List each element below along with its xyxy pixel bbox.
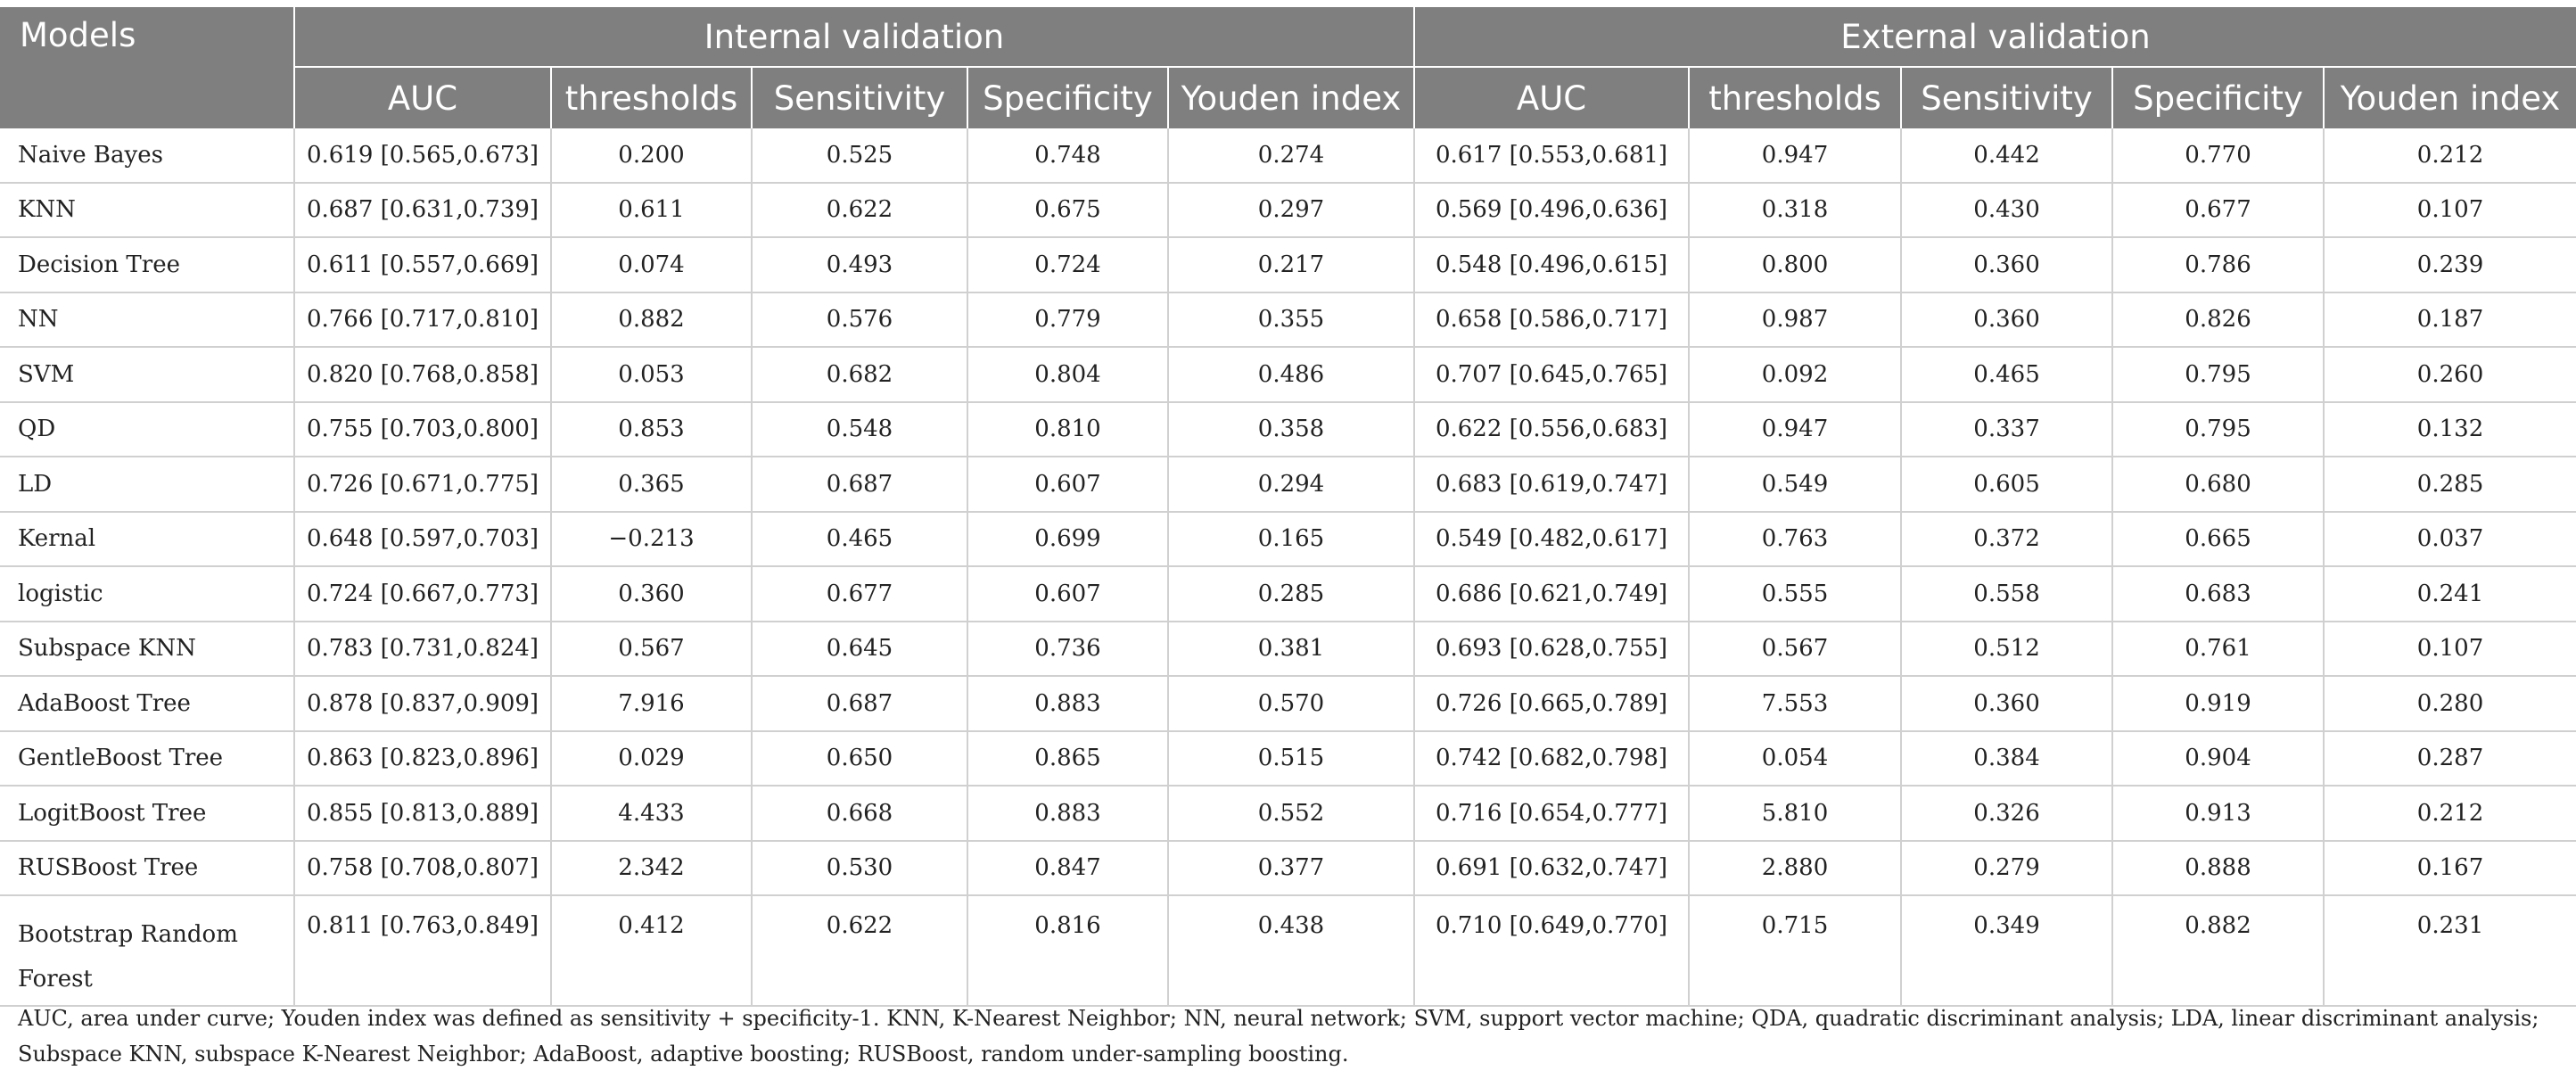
value-cell: 2.342 bbox=[551, 841, 752, 896]
value-cell: 0.054 bbox=[1689, 731, 1901, 787]
value-cell: 0.297 bbox=[1168, 183, 1414, 238]
table-header bbox=[0, 7, 2576, 128]
value-cell: 0.726 [0.671,0.775] bbox=[294, 457, 551, 512]
value-cell: 0.107 bbox=[2324, 622, 2576, 677]
value-cell: 0.360 bbox=[551, 566, 752, 622]
model-name-cell: AdaBoost Tree bbox=[0, 676, 294, 731]
value-cell: 0.279 bbox=[1901, 841, 2112, 896]
table-row bbox=[0, 512, 2576, 567]
value-cell: 0.358 bbox=[1168, 402, 1414, 457]
value-cell: 0.555 bbox=[1689, 566, 1901, 622]
header-internal-validation: Internal validation bbox=[294, 7, 1414, 67]
value-cell: 0.569 [0.496,0.636] bbox=[1414, 183, 1689, 238]
table-row bbox=[0, 292, 2576, 348]
table-footnote: AUC, area under curve; Youden index was defined as sensitivity + specificity-1. KNN, K-Nearest Neighbor; NN, neural network; SVM, support vector machine; QDA, quadratic discriminant analysis; LDA, linear discriminant analysis; Subspace KNN, subspace K-Nearest Neighbor; AdaBoost, adaptive boosting; RUSBoost, random under-sampling boosting. bbox=[18, 1006, 2539, 1067]
value-cell: 0.549 bbox=[1689, 457, 1901, 512]
value-cell: 0.855 [0.813,0.889] bbox=[294, 786, 551, 841]
header-external-sensitivity: Sensitivity bbox=[1901, 67, 2112, 128]
value-cell: 0.530 bbox=[752, 841, 967, 896]
value-cell: −0.213 bbox=[551, 512, 752, 567]
value-cell: 0.904 bbox=[2112, 731, 2324, 787]
value-cell: 0.567 bbox=[1689, 622, 1901, 677]
table-row bbox=[0, 457, 2576, 512]
header-models: Models bbox=[0, 7, 294, 128]
value-cell: 0.326 bbox=[1901, 786, 2112, 841]
value-cell: 0.132 bbox=[2324, 402, 2576, 457]
value-cell: 0.360 bbox=[1901, 292, 2112, 348]
value-cell: 0.355 bbox=[1168, 292, 1414, 348]
model-name-cell: Subspace KNN bbox=[0, 622, 294, 677]
value-cell: 7.916 bbox=[551, 676, 752, 731]
results-table bbox=[0, 7, 2576, 1007]
value-cell: 0.853 bbox=[551, 402, 752, 457]
value-cell: 0.607 bbox=[967, 566, 1168, 622]
value-cell: 0.786 bbox=[2112, 237, 2324, 292]
value-cell: 0.947 bbox=[1689, 128, 1901, 183]
model-name-cell: Decision Tree bbox=[0, 237, 294, 292]
value-cell: 0.549 [0.482,0.617] bbox=[1414, 512, 1689, 567]
value-cell: 0.318 bbox=[1689, 183, 1901, 238]
value-cell: 0.548 [0.496,0.615] bbox=[1414, 237, 1689, 292]
value-cell: 0.092 bbox=[1689, 347, 1901, 402]
model-name-cell: LogitBoost Tree bbox=[0, 786, 294, 841]
value-cell: 0.710 [0.649,0.770] bbox=[1414, 895, 1689, 1006]
table-row bbox=[0, 347, 2576, 402]
value-cell: 0.611 bbox=[551, 183, 752, 238]
value-cell: 0.766 [0.717,0.810] bbox=[294, 292, 551, 348]
header-external-validation: External validation bbox=[1414, 7, 2576, 67]
value-cell: 0.882 bbox=[2112, 895, 2324, 1006]
model-name-cell: Bootstrap Random Forest bbox=[0, 895, 294, 1006]
header-external-specificity: Specificity bbox=[2112, 67, 2324, 128]
value-cell: 0.605 bbox=[1901, 457, 2112, 512]
value-cell: 0.650 bbox=[752, 731, 967, 787]
value-cell: 0.668 bbox=[752, 786, 967, 841]
value-cell: 0.682 bbox=[752, 347, 967, 402]
value-cell: 0.337 bbox=[1901, 402, 2112, 457]
value-cell: 0.847 bbox=[967, 841, 1168, 896]
value-cell: 0.863 [0.823,0.896] bbox=[294, 731, 551, 787]
value-cell: 0.239 bbox=[2324, 237, 2576, 292]
value-cell: 0.372 bbox=[1901, 512, 2112, 567]
table-row bbox=[0, 128, 2576, 183]
value-cell: 0.558 bbox=[1901, 566, 2112, 622]
value-cell: 0.987 bbox=[1689, 292, 1901, 348]
value-cell: 0.231 bbox=[2324, 895, 2576, 1006]
header-internal-youden: Youden index bbox=[1168, 67, 1414, 128]
value-cell: 0.260 bbox=[2324, 347, 2576, 402]
value-cell: 0.029 bbox=[551, 731, 752, 787]
value-cell: 0.947 bbox=[1689, 402, 1901, 457]
value-cell: 0.570 bbox=[1168, 676, 1414, 731]
value-cell: 0.693 [0.628,0.755] bbox=[1414, 622, 1689, 677]
table-row bbox=[0, 402, 2576, 457]
value-cell: 0.883 bbox=[967, 786, 1168, 841]
table-row bbox=[0, 895, 2576, 1006]
value-cell: 0.687 bbox=[752, 457, 967, 512]
value-cell: 0.381 bbox=[1168, 622, 1414, 677]
value-cell: 0.687 bbox=[752, 676, 967, 731]
model-name-cell: GentleBoost Tree bbox=[0, 731, 294, 787]
value-cell: 0.687 [0.631,0.739] bbox=[294, 183, 551, 238]
value-cell: 0.167 bbox=[2324, 841, 2576, 896]
value-cell: 0.715 bbox=[1689, 895, 1901, 1006]
value-cell: 0.726 [0.665,0.789] bbox=[1414, 676, 1689, 731]
value-cell: 2.880 bbox=[1689, 841, 1901, 896]
value-cell: 0.804 bbox=[967, 347, 1168, 402]
value-cell: 0.683 [0.619,0.747] bbox=[1414, 457, 1689, 512]
value-cell: 0.187 bbox=[2324, 292, 2576, 348]
value-cell: 0.707 [0.645,0.765] bbox=[1414, 347, 1689, 402]
value-cell: 0.486 bbox=[1168, 347, 1414, 402]
table-row bbox=[0, 566, 2576, 622]
value-cell: 0.622 bbox=[752, 183, 967, 238]
value-cell: 0.779 bbox=[967, 292, 1168, 348]
value-cell: 0.648 [0.597,0.703] bbox=[294, 512, 551, 567]
value-cell: 0.611 [0.557,0.669] bbox=[294, 237, 551, 292]
value-cell: 0.658 [0.586,0.717] bbox=[1414, 292, 1689, 348]
value-cell: 0.412 bbox=[551, 895, 752, 1006]
value-cell: 0.888 bbox=[2112, 841, 2324, 896]
table-body bbox=[0, 128, 2576, 1006]
value-cell: 0.811 [0.763,0.849] bbox=[294, 895, 551, 1006]
table-row bbox=[0, 841, 2576, 896]
value-cell: 0.552 bbox=[1168, 786, 1414, 841]
value-cell: 5.810 bbox=[1689, 786, 1901, 841]
value-cell: 0.865 bbox=[967, 731, 1168, 787]
value-cell: 0.200 bbox=[551, 128, 752, 183]
table-row bbox=[0, 237, 2576, 292]
value-cell: 0.493 bbox=[752, 237, 967, 292]
value-cell: 0.442 bbox=[1901, 128, 2112, 183]
value-cell: 0.770 bbox=[2112, 128, 2324, 183]
table-row bbox=[0, 786, 2576, 841]
header-external-youden: Youden index bbox=[2324, 67, 2576, 128]
value-cell: 0.783 [0.731,0.824] bbox=[294, 622, 551, 677]
value-cell: 0.724 [0.667,0.773] bbox=[294, 566, 551, 622]
value-cell: 0.758 [0.708,0.807] bbox=[294, 841, 551, 896]
value-cell: 4.433 bbox=[551, 786, 752, 841]
value-cell: 0.675 bbox=[967, 183, 1168, 238]
table-row bbox=[0, 676, 2576, 731]
value-cell: 0.686 [0.621,0.749] bbox=[1414, 566, 1689, 622]
header-internal-auc: AUC bbox=[294, 67, 551, 128]
value-cell: 0.913 bbox=[2112, 786, 2324, 841]
model-name-cell: Kernal bbox=[0, 512, 294, 567]
table-row bbox=[0, 622, 2576, 677]
value-cell: 0.037 bbox=[2324, 512, 2576, 567]
header-internal-specificity: Specificity bbox=[967, 67, 1168, 128]
value-cell: 0.212 bbox=[2324, 128, 2576, 183]
value-cell: 0.680 bbox=[2112, 457, 2324, 512]
value-cell: 0.645 bbox=[752, 622, 967, 677]
model-name-cell: logistic bbox=[0, 566, 294, 622]
value-cell: 0.107 bbox=[2324, 183, 2576, 238]
value-cell: 0.280 bbox=[2324, 676, 2576, 731]
value-cell: 0.217 bbox=[1168, 237, 1414, 292]
value-cell: 0.617 [0.553,0.681] bbox=[1414, 128, 1689, 183]
value-cell: 0.377 bbox=[1168, 841, 1414, 896]
model-name-cell: NN bbox=[0, 292, 294, 348]
value-cell: 0.465 bbox=[1901, 347, 2112, 402]
value-cell: 0.525 bbox=[752, 128, 967, 183]
value-cell: 0.607 bbox=[967, 457, 1168, 512]
value-cell: 0.810 bbox=[967, 402, 1168, 457]
value-cell: 0.384 bbox=[1901, 731, 2112, 787]
value-cell: 0.882 bbox=[551, 292, 752, 348]
table-row bbox=[0, 183, 2576, 238]
value-cell: 0.349 bbox=[1901, 895, 2112, 1006]
header-internal-thresholds: thresholds bbox=[551, 67, 752, 128]
value-cell: 0.360 bbox=[1901, 676, 2112, 731]
value-cell: 0.622 bbox=[752, 895, 967, 1006]
value-cell: 0.761 bbox=[2112, 622, 2324, 677]
value-cell: 0.878 [0.837,0.909] bbox=[294, 676, 551, 731]
value-cell: 0.294 bbox=[1168, 457, 1414, 512]
value-cell: 0.622 [0.556,0.683] bbox=[1414, 402, 1689, 457]
model-name-cell: LD bbox=[0, 457, 294, 512]
value-cell: 0.285 bbox=[1168, 566, 1414, 622]
table-row bbox=[0, 731, 2576, 787]
value-cell: 0.736 bbox=[967, 622, 1168, 677]
value-cell: 0.285 bbox=[2324, 457, 2576, 512]
value-cell: 0.548 bbox=[752, 402, 967, 457]
value-cell: 0.677 bbox=[752, 566, 967, 622]
value-cell: 0.820 [0.768,0.858] bbox=[294, 347, 551, 402]
value-cell: 0.716 [0.654,0.777] bbox=[1414, 786, 1689, 841]
value-cell: 0.438 bbox=[1168, 895, 1414, 1006]
value-cell: 0.074 bbox=[551, 237, 752, 292]
value-cell: 0.826 bbox=[2112, 292, 2324, 348]
model-name-cell: Naive Bayes bbox=[0, 128, 294, 183]
header-external-thresholds: thresholds bbox=[1689, 67, 1901, 128]
header-external-auc: AUC bbox=[1414, 67, 1689, 128]
value-cell: 0.576 bbox=[752, 292, 967, 348]
value-cell: 0.365 bbox=[551, 457, 752, 512]
value-cell: 0.691 [0.632,0.747] bbox=[1414, 841, 1689, 896]
model-name-cell: KNN bbox=[0, 183, 294, 238]
value-cell: 0.800 bbox=[1689, 237, 1901, 292]
value-cell: 0.795 bbox=[2112, 347, 2324, 402]
value-cell: 0.274 bbox=[1168, 128, 1414, 183]
model-name-cell: RUSBoost Tree bbox=[0, 841, 294, 896]
value-cell: 0.053 bbox=[551, 347, 752, 402]
value-cell: 0.567 bbox=[551, 622, 752, 677]
header-internal-sensitivity: Sensitivity bbox=[752, 67, 967, 128]
value-cell: 0.699 bbox=[967, 512, 1168, 567]
value-cell: 0.816 bbox=[967, 895, 1168, 1006]
value-cell: 0.212 bbox=[2324, 786, 2576, 841]
value-cell: 0.287 bbox=[2324, 731, 2576, 787]
value-cell: 0.683 bbox=[2112, 566, 2324, 622]
value-cell: 0.165 bbox=[1168, 512, 1414, 567]
value-cell: 0.724 bbox=[967, 237, 1168, 292]
value-cell: 0.919 bbox=[2112, 676, 2324, 731]
model-name-cell: SVM bbox=[0, 347, 294, 402]
value-cell: 0.795 bbox=[2112, 402, 2324, 457]
value-cell: 0.360 bbox=[1901, 237, 2112, 292]
value-cell: 0.512 bbox=[1901, 622, 2112, 677]
value-cell: 0.677 bbox=[2112, 183, 2324, 238]
value-cell: 0.241 bbox=[2324, 566, 2576, 622]
value-cell: 0.755 [0.703,0.800] bbox=[294, 402, 551, 457]
value-cell: 0.665 bbox=[2112, 512, 2324, 567]
value-cell: 0.619 [0.565,0.673] bbox=[294, 128, 551, 183]
value-cell: 0.742 [0.682,0.798] bbox=[1414, 731, 1689, 787]
value-cell: 7.553 bbox=[1689, 676, 1901, 731]
value-cell: 0.465 bbox=[752, 512, 967, 567]
value-cell: 0.763 bbox=[1689, 512, 1901, 567]
value-cell: 0.748 bbox=[967, 128, 1168, 183]
value-cell: 0.430 bbox=[1901, 183, 2112, 238]
model-name-cell: QD bbox=[0, 402, 294, 457]
value-cell: 0.883 bbox=[967, 676, 1168, 731]
value-cell: 0.515 bbox=[1168, 731, 1414, 787]
